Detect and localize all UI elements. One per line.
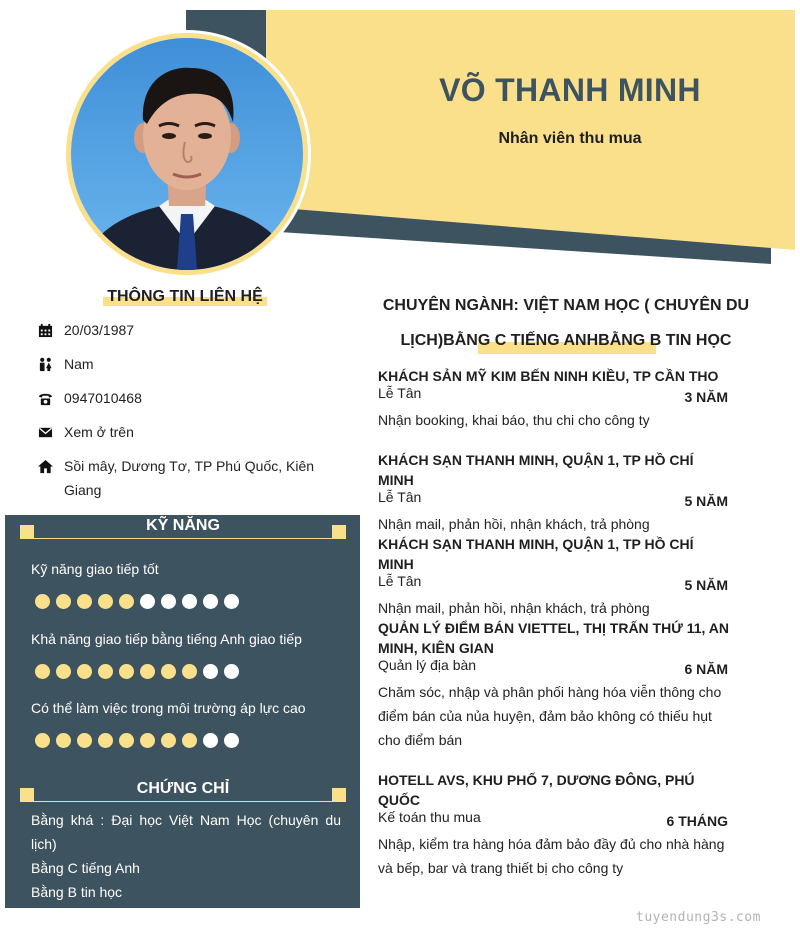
experience-duration: 5 NĂM <box>684 493 728 509</box>
rating-dot-empty <box>203 733 218 748</box>
contact-phone <box>38 386 328 410</box>
home-icon <box>38 454 64 478</box>
experience-duration: 3 NĂM <box>684 389 728 405</box>
certificate-item: Bằng B tin học <box>31 884 123 900</box>
rating-dot-empty <box>224 594 239 609</box>
rating-dot-empty <box>161 594 176 609</box>
experience-entry <box>378 618 730 752</box>
watermark: tuyendung3s.com <box>636 910 761 925</box>
major-heading <box>376 288 756 358</box>
rating-dot-empty <box>203 594 218 609</box>
phone-icon <box>38 386 64 410</box>
experience-company: QUẢN LÝ ĐIỂM BÁN VIETTEL, THỊ TRẤN THỨ 11, AN MINH, KIÊN GIAN <box>378 620 729 656</box>
skill-label: Kỹ năng giao tiếp tốt <box>31 561 159 577</box>
experience-entry <box>378 534 730 620</box>
rating-dot-empty <box>140 594 155 609</box>
experience-entry <box>378 770 730 880</box>
rating-dot-filled <box>35 733 50 748</box>
experience-entry <box>378 366 730 432</box>
certificate-item: Bằng khá : Đại học Việt Nam Học (chuyên du lịch) <box>31 812 341 852</box>
calendar-icon <box>38 318 64 342</box>
rating-dot-empty <box>182 594 197 609</box>
experience-description: Chăm sóc, nhập và phân phối hàng hóa viễn thông cho điểm bán của nủa huyện, đảm bảo không có thiếu hụt cho điểm bán <box>378 684 722 748</box>
rating-dot-filled <box>77 733 92 748</box>
certificates-heading: CHỨNG CHỈ <box>20 780 346 802</box>
candidate-job-title: Nhân viên thu mua <box>498 130 642 147</box>
contact-text: 0947010468 <box>64 390 142 406</box>
candidate-name: VÕ THANH MINH <box>439 72 701 108</box>
rating-dot-empty <box>224 664 239 679</box>
rating-dot-filled <box>77 594 92 609</box>
experience-duration: 6 THÁNG <box>666 813 728 829</box>
contact-birthdate <box>38 318 328 342</box>
contact-email <box>38 420 328 444</box>
rating-dot-filled <box>119 594 134 609</box>
rating-dot-filled <box>35 594 50 609</box>
certificate-item: Bằng C tiếng Anh <box>31 860 140 876</box>
skill-rating <box>35 594 239 609</box>
contact-heading: THÔNG TIN LIÊN HỆ <box>0 288 370 306</box>
rating-dot-filled <box>56 594 71 609</box>
rating-dot-filled <box>77 664 92 679</box>
rating-dot-filled <box>56 733 71 748</box>
rating-dot-filled <box>119 733 134 748</box>
major-line: LỊCH)BẰNG C TIẾNG ANHBẰNG B TIN HỌC <box>400 332 732 349</box>
rating-dot-filled <box>182 733 197 748</box>
major-line: CHUYÊN NGÀNH: VIỆT NAM HỌC ( CHUYÊN DU <box>382 297 750 314</box>
experience-duration: 5 NĂM <box>684 577 728 593</box>
contact-text: 20/03/1987 <box>64 322 135 338</box>
rating-dot-empty <box>203 664 218 679</box>
skills-heading: KỸ NĂNG <box>20 517 346 539</box>
rating-dot-empty <box>224 733 239 748</box>
rating-dot-filled <box>98 594 113 609</box>
experience-description: Nhận mail, phản hồi, nhận khách, trả phòng <box>378 600 650 616</box>
skill-rating <box>35 733 239 748</box>
rating-dot-filled <box>56 664 71 679</box>
rating-dot-filled <box>140 664 155 679</box>
experience-role: Kế toán thu mua 6 THÁNG <box>378 809 728 829</box>
email-icon <box>38 420 64 444</box>
experience-duration: 6 NĂM <box>684 661 728 677</box>
skills-certificates-panel <box>5 515 360 908</box>
experience-role: Quản lý địa bàn 6 NĂM <box>378 657 728 677</box>
skill-rating <box>35 664 239 679</box>
experience-entry <box>378 450 730 536</box>
rating-dot-filled <box>182 664 197 679</box>
rating-dot-filled <box>119 664 134 679</box>
contact-text: Xem ở trên <box>64 424 134 440</box>
experience-description: Nhập, kiểm tra hàng hóa đảm bảo đầy đủ cho nhà hàng và bếp, bar và trang thiết bị cho công ty <box>378 836 725 876</box>
skill-label: Có thể làm việc trong môi trường áp lực cao <box>31 700 306 716</box>
experience-company: KHÁCH SẠN THANH MINH, QUẬN 1, TP HỒ CHÍ MINH <box>378 536 694 572</box>
certificates-list <box>31 808 341 904</box>
experience-role: Lễ Tân 5 NĂM <box>378 573 728 593</box>
experience-description: Nhận mail, phản hồi, nhận khách, trả phòng <box>378 516 650 532</box>
avatar-photo <box>66 33 308 275</box>
skill-label: Khả năng giao tiếp bằng tiếng Anh giao tiếp <box>31 631 302 647</box>
rating-dot-filled <box>35 664 50 679</box>
experience-company: KHÁCH SẠN THANH MINH, QUẬN 1, TP HỒ CHÍ MINH <box>378 452 694 488</box>
rating-dot-filled <box>98 664 113 679</box>
experience-role: Lễ Tân 5 NĂM <box>378 489 728 509</box>
gender-icon <box>38 352 64 376</box>
contact-text: Nam <box>64 356 94 372</box>
contact-text: Sồi mây, Dương Tơ, TP Phú Quốc, Kiên Giang <box>64 458 315 498</box>
contact-address <box>38 454 328 502</box>
rating-dot-filled <box>161 733 176 748</box>
rating-dot-filled <box>140 733 155 748</box>
contact-gender <box>38 352 328 376</box>
experience-description: Nhận booking, khai báo, thu chi cho công ty <box>378 412 650 428</box>
experience-role: Lễ Tân 3 NĂM <box>378 385 728 405</box>
experience-company: HOTELL AVS, KHU PHỐ 7, DƯƠNG ĐÔNG, PHÚ QUỐC <box>378 772 695 808</box>
rating-dot-filled <box>161 664 176 679</box>
contact-list <box>38 318 328 512</box>
experience-company: KHÁCH SẢN MỸ KIM BẾN NINH KIỀU, TP CẦN THO <box>378 368 719 384</box>
rating-dot-filled <box>98 733 113 748</box>
